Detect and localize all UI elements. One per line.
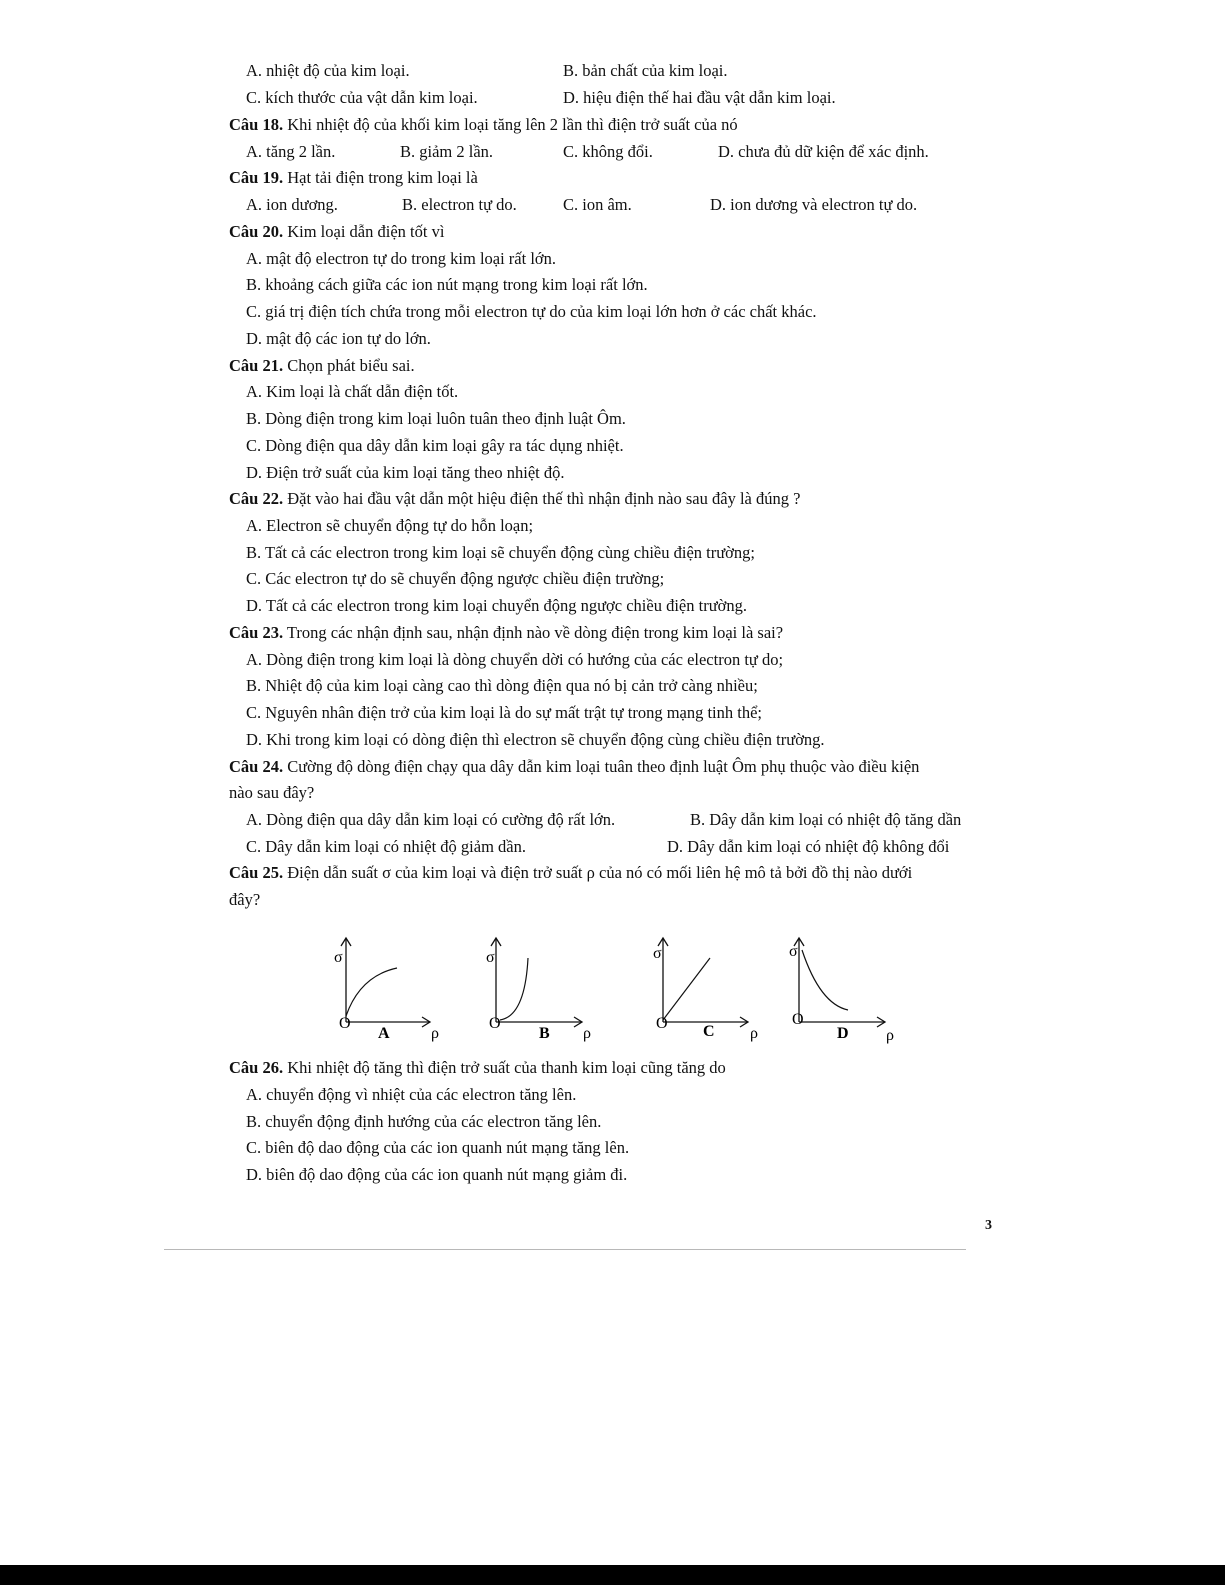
- q20-option-c: C. giá trị điện tích chứa trong mỗi electron tự do của kim loại lớn hơn ở các chất khác.: [246, 302, 817, 321]
- graph-a: [334, 938, 439, 1042]
- question-22: [229, 489, 800, 509]
- graph-d-origin: O: [792, 1011, 804, 1028]
- question-text: Khi nhiệt độ tăng thì điện trở suất của thanh kim loại cũng tăng do: [283, 1058, 726, 1077]
- graph-a-x-symbol: ρ: [431, 1025, 439, 1042]
- question-number: Câu 21.: [229, 356, 284, 375]
- graph-d-y-symbol: σ: [789, 943, 798, 960]
- q21-option-a: A. Kim loại là chất dẫn điện tốt.: [246, 382, 459, 401]
- q19-option-b: B. electron tự do.: [402, 195, 517, 214]
- q22-option-c: C. Các electron tự do sẽ chuyển động ngược chiều điện trường;: [246, 569, 665, 588]
- q17-option-d: D. hiệu điện thế hai đầu vật dẫn kim loại.: [563, 88, 836, 107]
- question-26: [229, 1058, 726, 1078]
- q24-option-d: D. Dây dẫn kim loại có nhiệt độ không đổi: [667, 837, 950, 856]
- question-18: [229, 115, 738, 135]
- question-number: Câu 26.: [229, 1058, 284, 1077]
- q26-option-b: B. chuyển động định hướng của các electron tăng lên.: [246, 1112, 602, 1131]
- q19-option-c: C. ion âm.: [563, 195, 632, 214]
- question-25-continued: đây?: [229, 890, 261, 909]
- q24-option-a: A. Dòng điện qua dây dẫn kim loại có cường độ rất lớn.: [246, 810, 616, 829]
- question-19: [229, 168, 478, 188]
- q23-option-b: B. Nhiệt độ của kim loại càng cao thì dòng điện qua nó bị cản trở càng nhiều;: [246, 676, 758, 695]
- graph-d-x-symbol: ρ: [886, 1027, 894, 1044]
- graph-b-label: B: [539, 1025, 550, 1042]
- graph-d-curve: [802, 950, 848, 1010]
- graph-b: [486, 938, 591, 1042]
- question-number: Câu 19.: [229, 168, 284, 187]
- q21-option-d: D. Điện trở suất của kim loại tăng theo nhiệt độ.: [246, 463, 565, 482]
- q19-option-a: A. ion dương.: [246, 195, 338, 214]
- q22-option-a: A. Electron sẽ chuyển động tự do hỗn loạn;: [246, 516, 534, 535]
- graph-c-label: C: [703, 1023, 715, 1040]
- bottom-edge-bar: [0, 1565, 1225, 1585]
- question-text: Khi nhiệt độ của khối kim loại tăng lên 2 lần thì điện trở suất của nó: [283, 115, 738, 134]
- question-text: Chọn phát biểu sai.: [283, 356, 415, 375]
- q26-option-d: D. biên độ dao động của các ion quanh nút mạng giảm đi.: [246, 1165, 628, 1184]
- graph-c: [653, 938, 758, 1042]
- graph-a-curve: [346, 968, 397, 1016]
- q23-option-a: A. Dòng điện trong kim loại là dòng chuyển dời có hướng của các electron tự do;: [246, 650, 784, 669]
- q18-option-d: D. chưa đủ dữ kiện để xác định.: [718, 142, 929, 161]
- question-25: [229, 863, 912, 883]
- q20-option-b: B. khoảng cách giữa các ion nút mạng trong kim loại rất lớn.: [246, 275, 648, 294]
- graph-d: [789, 938, 894, 1044]
- q23-option-d: D. Khi trong kim loại có dòng điện thì electron sẽ chuyển động cùng chiều điện trường.: [246, 730, 825, 749]
- q17-option-c: C. kích thước của vật dẫn kim loại.: [246, 88, 478, 107]
- q21-option-b: B. Dòng điện trong kim loại luôn tuân theo định luật Ôm.: [246, 409, 626, 428]
- graph-b-x-symbol: ρ: [583, 1025, 591, 1042]
- q26-option-c: C. biên độ dao động của các ion quanh nút mạng tăng lên.: [246, 1138, 630, 1157]
- graph-c-y-symbol: σ: [653, 945, 662, 962]
- q17-option-b: B. bản chất của kim loại.: [563, 61, 728, 80]
- question-20: [229, 222, 444, 242]
- question-text: Trong các nhận định sau, nhận định nào về dòng điện trong kim loại là sai?: [283, 623, 784, 642]
- question-text: Điện dẫn suất σ của kim loại và điện trở suất ρ của nó có mối liên hệ mô tả bởi đồ thị nào dưới: [283, 863, 913, 882]
- q24-option-b: B. Dây dẫn kim loại có nhiệt độ tăng dần: [690, 810, 962, 829]
- q26-option-a: A. chuyển động vì nhiệt của các electron tăng lên.: [246, 1085, 577, 1104]
- graph-a-y-symbol: σ: [334, 949, 343, 966]
- page-number: 3: [985, 1218, 992, 1233]
- question-number: Câu 23.: [229, 623, 284, 642]
- question-number: Câu 22.: [229, 489, 284, 508]
- q24-option-c: C. Dây dẫn kim loại có nhiệt độ giảm dần.: [246, 837, 526, 856]
- q22-option-b: B. Tất cả các electron trong kim loại sẽ chuyển động cùng chiều điện trường;: [246, 543, 755, 562]
- graph-b-curve: [500, 958, 528, 1020]
- graph-a-label: A: [378, 1025, 390, 1042]
- graph-a-origin: O: [339, 1015, 351, 1032]
- q17-option-a: A. nhiệt độ của kim loại.: [246, 61, 410, 80]
- sigma-rho-graphs: [320, 928, 920, 1048]
- question-number: Câu 18.: [229, 115, 284, 134]
- q21-option-c: C. Dòng điện qua dây dẫn kim loại gây ra tác dụng nhiệt.: [246, 436, 624, 455]
- graph-c-line: [663, 958, 710, 1020]
- q22-option-d: D. Tất cả các electron trong kim loại chuyển động ngược chiều điện trường.: [246, 596, 747, 615]
- q18-option-c: C. không đổi.: [563, 142, 653, 161]
- footer-divider: [164, 1249, 966, 1250]
- q18-option-b: B. giảm 2 lần.: [400, 142, 494, 161]
- q20-option-d: D. mật độ các ion tự do lớn.: [246, 329, 431, 348]
- q23-option-c: C. Nguyên nhân điện trở của kim loại là do sự mất trật tự trong mạng tinh thể;: [246, 703, 763, 722]
- question-text: Đặt vào hai đầu vật dẫn một hiệu điện thế thì nhận định nào sau đây là đúng ?: [283, 489, 801, 508]
- graph-c-x-symbol: ρ: [750, 1025, 758, 1042]
- q19-option-d: D. ion dương và electron tự do.: [710, 195, 918, 214]
- question-24: [229, 757, 919, 777]
- question-number: Câu 24.: [229, 757, 284, 776]
- question-24-continued: nào sau đây?: [229, 783, 315, 802]
- question-text: Cường độ dòng điện chạy qua dây dẫn kim loại tuân theo định luật Ôm phụ thuộc vào điều kiện: [283, 757, 920, 776]
- question-23: [229, 623, 783, 643]
- question-text: Hạt tải điện trong kim loại là: [283, 168, 478, 187]
- question-21: [229, 356, 415, 376]
- q20-option-a: A. mật độ electron tự do trong kim loại rất lớn.: [246, 249, 557, 268]
- graph-c-origin: O: [656, 1015, 668, 1032]
- graph-b-origin: O: [489, 1015, 501, 1032]
- question-number: Câu 25.: [229, 863, 284, 882]
- graph-b-y-symbol: σ: [486, 949, 495, 966]
- q18-option-a: A. tăng 2 lần.: [246, 142, 336, 161]
- graph-d-label: D: [837, 1025, 849, 1042]
- question-number: Câu 20.: [229, 222, 284, 241]
- question-text: Kim loại dẫn điện tốt vì: [283, 222, 445, 241]
